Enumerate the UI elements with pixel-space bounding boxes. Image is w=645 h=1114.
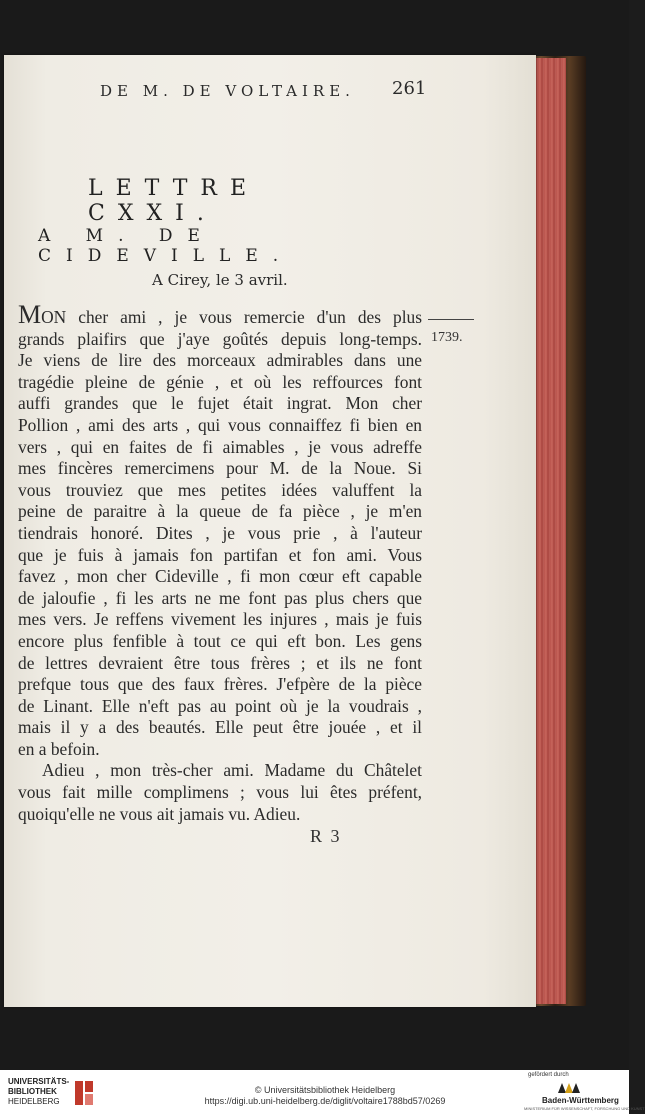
signature-mark: R 3: [310, 826, 342, 846]
body-line: mes fincères remercimens pour M. de la Noue. Si: [18, 458, 422, 479]
library-name-line1: UNIVERSITÄTS-: [8, 1077, 70, 1086]
library-logo[interactable]: [8, 1077, 96, 1109]
body-line-1-text: ON cher ami , je vous remercie d'un des plus: [41, 307, 422, 327]
source-url-link[interactable]: https://digi.ub.uni-heidelberg.de/diglit/voltaire1788bd57/0269: [204, 1096, 446, 1106]
drop-cap: M: [18, 300, 42, 329]
body-line: de jaloufie , fi les arts ne me font pas plus chers que: [18, 587, 422, 608]
body-line: auffi grandes que le fujet était ingrat. Mon cher: [18, 393, 422, 414]
letter-title: LETTRE CXXI.: [88, 176, 260, 226]
body-line: vous trouviez que mes petites idées valuffent la: [18, 479, 422, 500]
body-line: que je fuis à jamais fon partifan et fon ami. Vous: [18, 544, 422, 565]
body-line: mais il y a des beautés. Elle peut être jouée , et il: [18, 717, 422, 738]
red-page-edges: [532, 58, 566, 1004]
body-line: encore plus fenfible à tout ce qui eft bon. Les gens: [18, 630, 422, 651]
body-line: tragédie pleine de génie , et où les reffources font: [18, 371, 422, 392]
body-line: Adieu , mon très-cher ami. Madame du Châtelet: [42, 760, 422, 781]
body-line: tiendrais honoré. Dites , je vous prie , à l'auteur: [18, 522, 422, 543]
footer-bar: [0, 1070, 645, 1114]
body-line: favez , mon cher Cideville , fi mon cœur eft capable: [18, 566, 422, 587]
body-line-1: [18, 300, 422, 329]
page-number: 261: [392, 78, 427, 99]
body-line: prefque tous que des faux frères. J'efpère de la pièce: [18, 674, 422, 695]
body-line: Pollion , ami des arts , qui vous connaiffez fi bien en: [18, 414, 422, 435]
funded-by-label: gefördert durch: [528, 1072, 569, 1078]
dateline: A Cirey, le 3 avril.: [152, 271, 288, 289]
library-emblem-icon: [74, 1080, 94, 1106]
library-name-line3: HEIDELBERG: [8, 1097, 60, 1106]
body-line: mes vers. Je reffens vivement les injures , mais je fuis: [18, 609, 422, 630]
body-line: de Linant. Elle n'eft pas au point où je la voudrais ,: [18, 695, 422, 716]
body-line: de lettres devraient être tous frères ; et ils ne font: [18, 652, 422, 673]
margin-rule: [428, 319, 474, 320]
body-line: peine de paraitre à la queue de fa pièce , je m'en: [18, 501, 422, 522]
running-head: DE M. DE VOLTAIRE.: [100, 82, 355, 100]
addressee: A M. DE CIDEVILLE.: [38, 226, 294, 266]
sponsor-name: Baden-Württemberg: [542, 1096, 619, 1105]
sponsor-logo[interactable]: [520, 1072, 645, 1112]
library-name-line2: BIBLIOTHEK: [8, 1087, 57, 1096]
letter-body: [18, 300, 422, 825]
body-line: grands plaifirs que j'aye goûtés depuis long-temps.: [18, 328, 422, 349]
sponsor-subtitle: MINISTERIUM FÜR WISSENSCHAFT, FORSCHUNG UND KUNST: [524, 1106, 645, 1111]
body-line: vers , qui en faites de fi aimables , je vous adreffe: [18, 436, 422, 457]
body-line: en a befoin.: [18, 738, 100, 759]
body-line: quoiqu'elle ne vous ait jamais vu. Adieu.: [18, 803, 301, 824]
copyright-text: © Universitätsbibliothek Heidelberg: [254, 1085, 396, 1095]
body-line: Je viens de lire des morceaux admirables dans une: [18, 350, 422, 371]
state-coat-of-arms-icon: [556, 1081, 582, 1095]
margin-year: 1739.: [431, 330, 463, 345]
footer-credits: [160, 1085, 490, 1107]
body-line: vous fait mille complimens ; vous lui êtes préfent,: [18, 782, 422, 803]
